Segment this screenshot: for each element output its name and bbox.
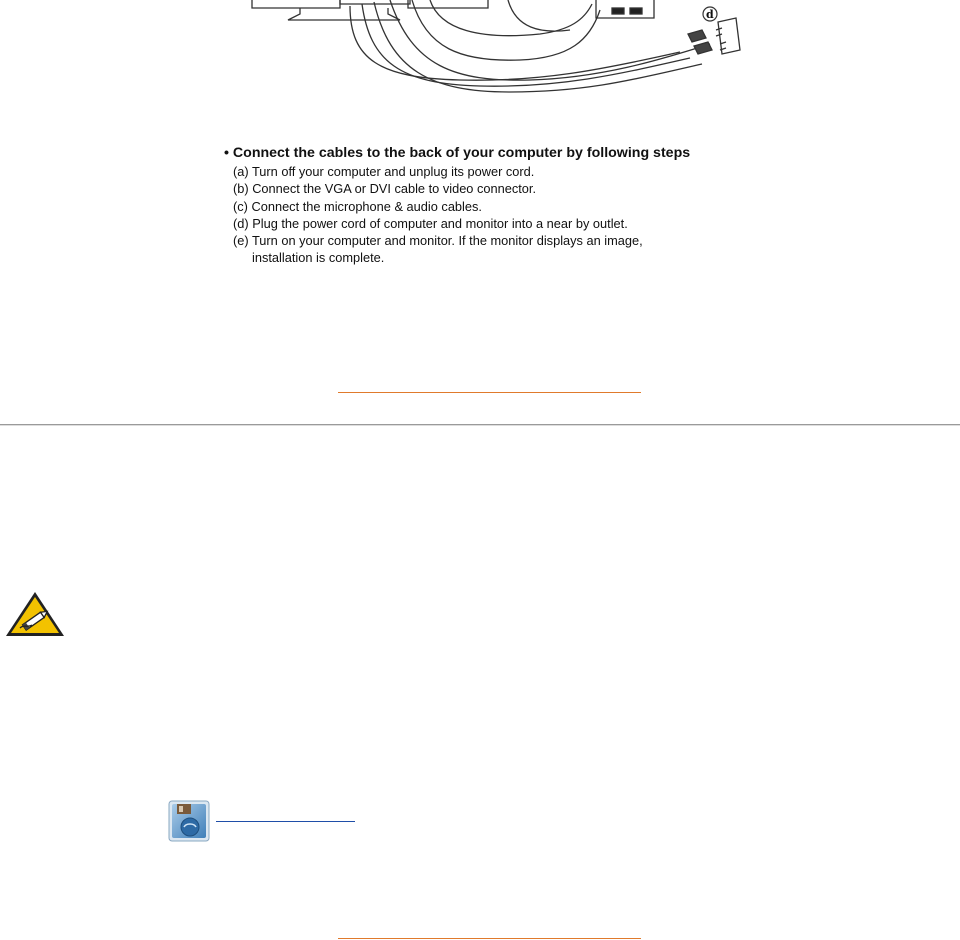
- step-b: (b) Connect the VGA or DVI cable to video connector.: [233, 181, 537, 197]
- section-divider: [0, 424, 960, 426]
- step-c: (c) Connect the microphone & audio cables.: [233, 198, 482, 214]
- return-to-top-link-bottom[interactable]: [338, 938, 641, 939]
- step-d: (d) Plug the power cord of computer and monitor into a near by outlet.: [233, 215, 628, 231]
- callout-label-d: d: [706, 8, 714, 21]
- instructions-heading: • Connect the cables to the back of your computer by following steps: [224, 145, 691, 161]
- return-to-top-link[interactable]: [338, 392, 641, 393]
- step-e-continued: installation is complete.: [252, 250, 385, 266]
- step-e-text: (e) Turn on your computer and monitor. If the monitor displays an image,: [233, 233, 643, 249]
- pencil-note-icon: [4, 590, 66, 640]
- connection-instructions: [224, 144, 764, 267]
- download-link[interactable]: [216, 821, 355, 822]
- step-a: (a) Turn off your computer and unplug its power cord.: [233, 164, 535, 179]
- instructions-steps: [224, 163, 764, 267]
- floppy-disk-icon: [168, 800, 210, 842]
- step-e: [233, 232, 764, 267]
- cable-connection-diagram: [240, 0, 760, 110]
